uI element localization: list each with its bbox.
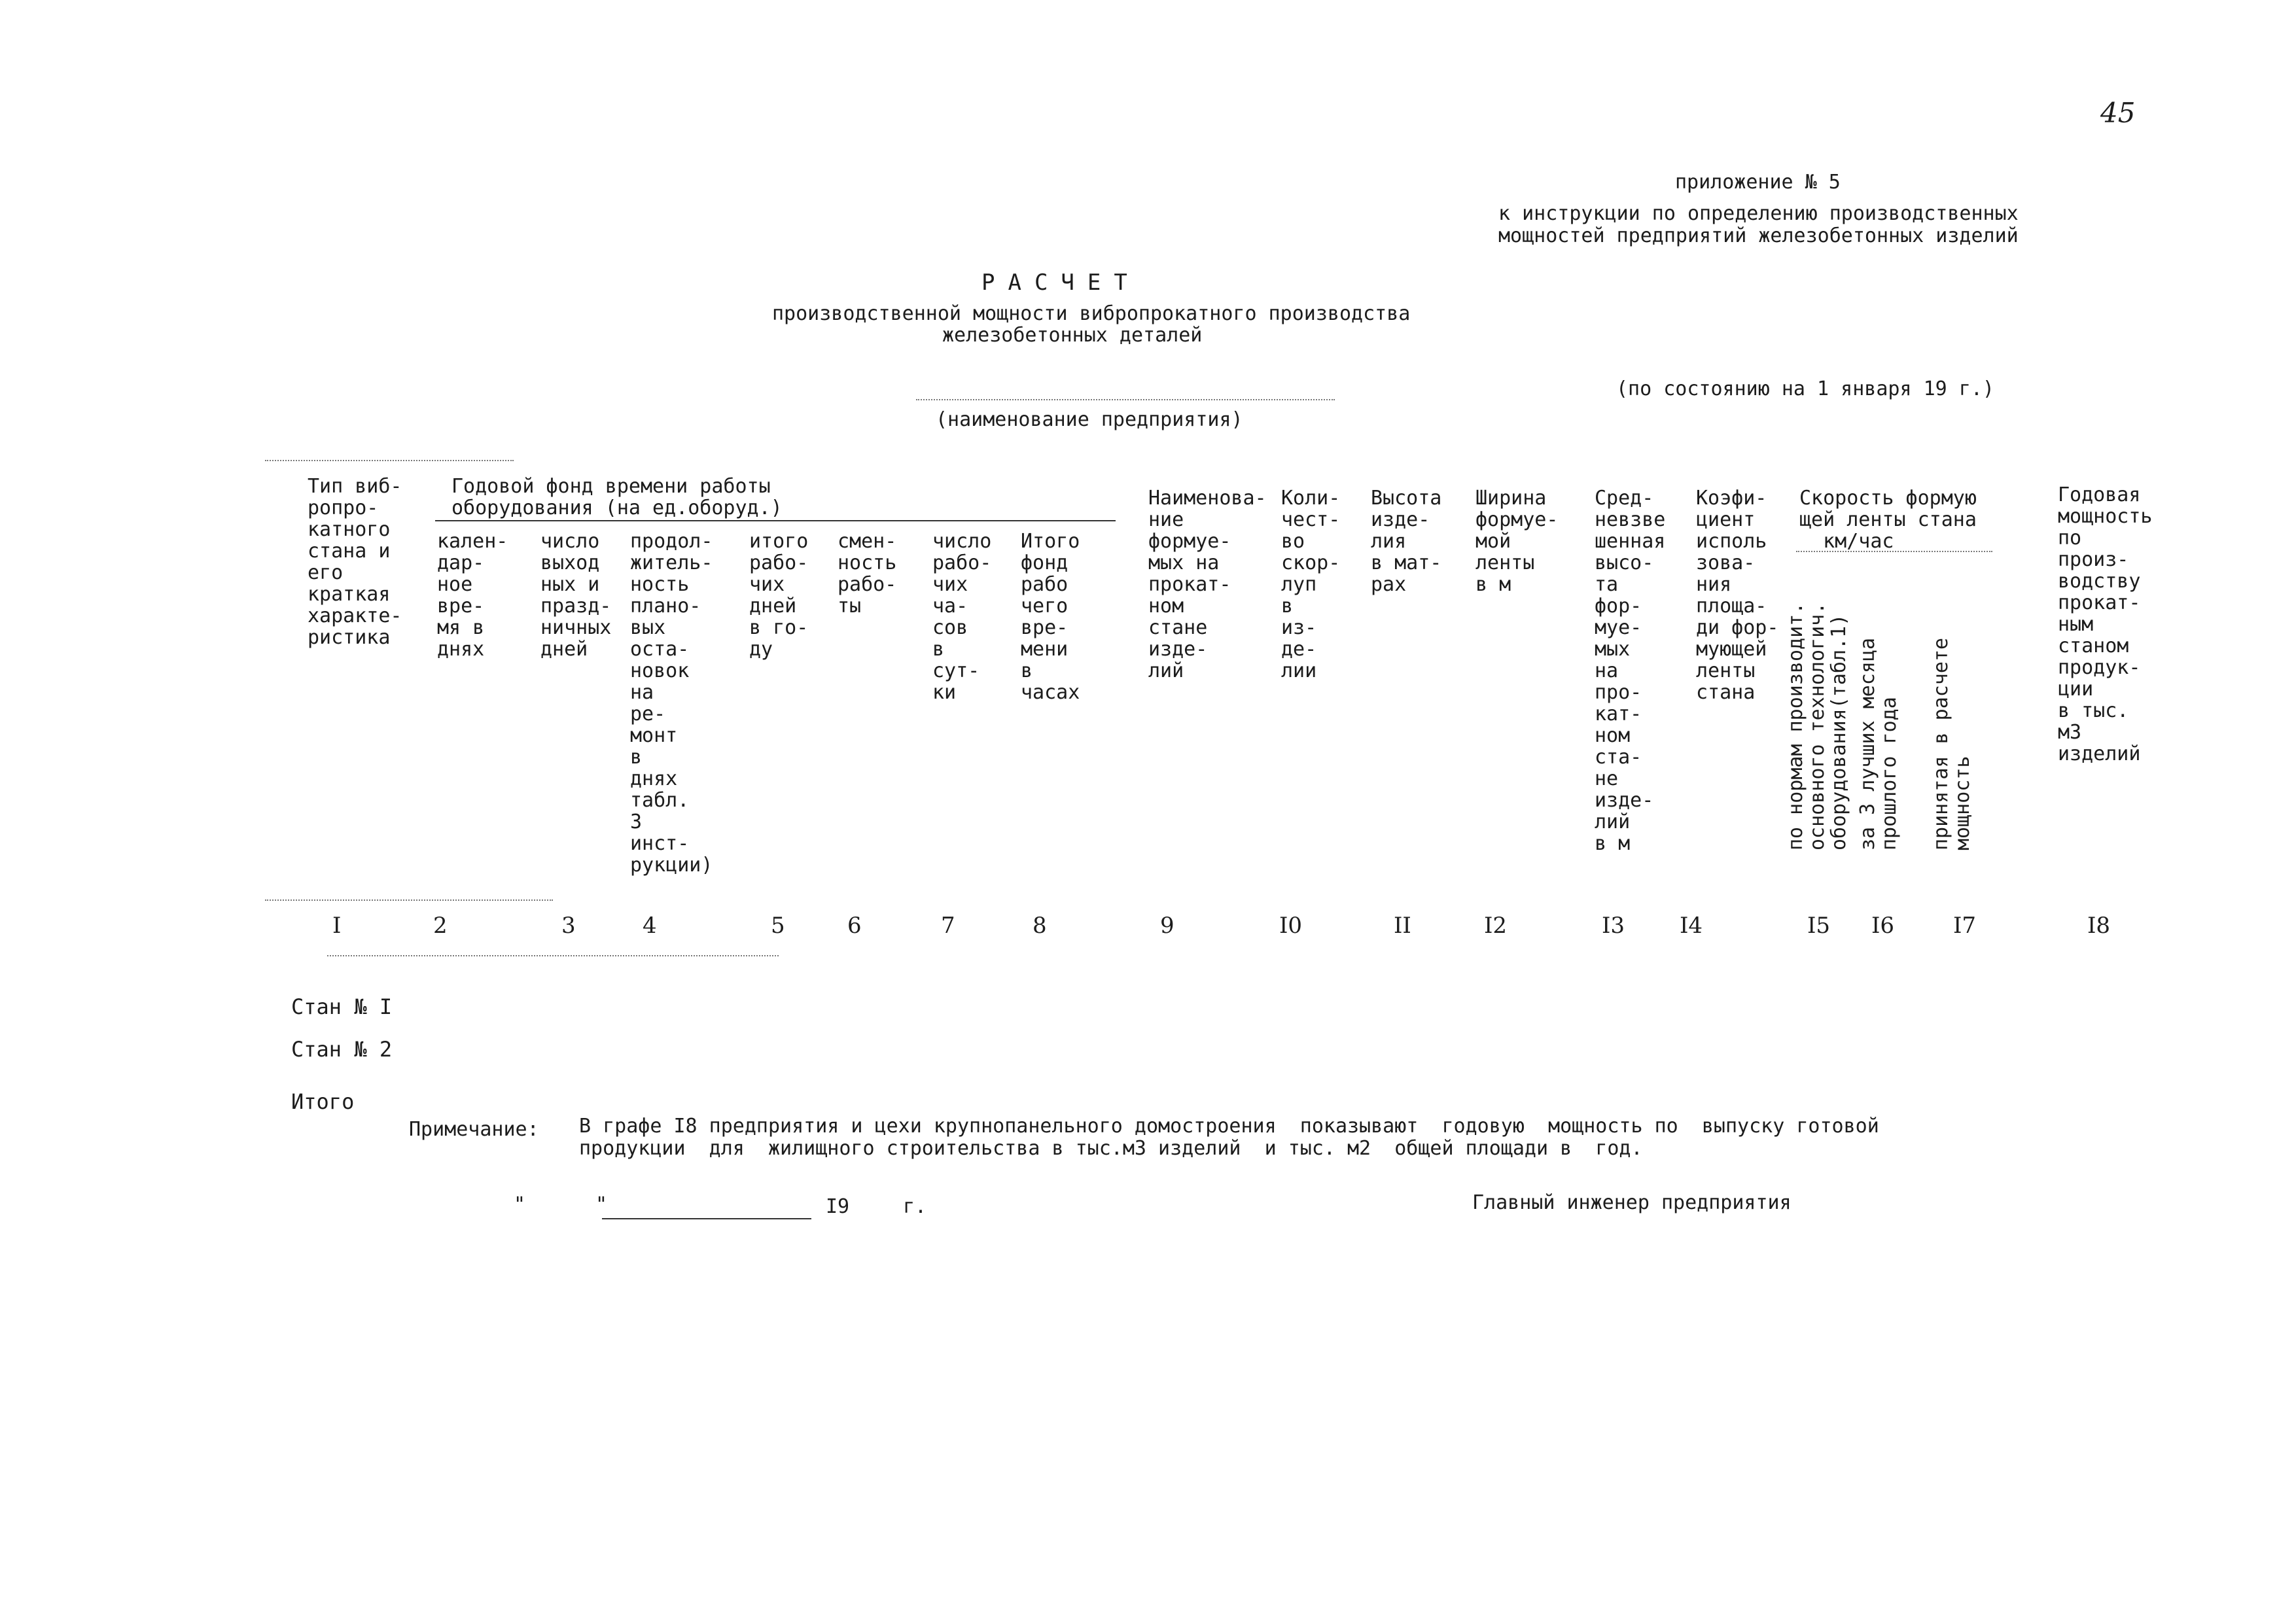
column-number-4: 4 [643, 913, 657, 939]
column-15-header: по нормам производит. основного технологич. оборудования(табл.1) [1784, 602, 1850, 850]
column-number-15: I5 [1807, 913, 1831, 939]
subtitle-line1: производственной мощности вибропрокатного производства [772, 302, 1411, 325]
note-label: Примечание: [409, 1118, 539, 1141]
document-title: РАСЧЕТ [981, 270, 1140, 296]
column-11-header: Высота изде- лия в мат- рах [1371, 487, 1442, 596]
column-number-13: I3 [1602, 913, 1625, 939]
column-number-1: I [332, 913, 342, 939]
annual-fund-group-underline [435, 520, 1116, 521]
numbers-bottom-rule [327, 955, 779, 956]
date-blank-line [602, 1218, 811, 1219]
row-label-total: Итого [291, 1089, 355, 1114]
date-quote-close: " [595, 1193, 608, 1216]
column-number-16: I6 [1871, 913, 1895, 939]
column-4-header: продол- житель- ность плано- вых оста- новок на ре- монт в днях табл. 3 инст- рукции) [630, 530, 713, 877]
column-2-header: кален- дар- ное вре- мя в днях [437, 530, 508, 661]
column-12-header: Ширина формуе- мой ленты в м [1475, 487, 1559, 596]
row-label-stan-1: Стан № I [291, 994, 393, 1019]
column-number-9: 9 [1160, 913, 1174, 939]
column-number-17: I7 [1953, 913, 1977, 939]
column-number-10: I0 [1279, 913, 1303, 939]
column-number-2: 2 [433, 913, 448, 939]
column-number-5: 5 [771, 913, 785, 939]
as-of-date: (по состоянию на 1 января 19 г.) [1616, 377, 1994, 400]
date-suffix: г. [903, 1195, 927, 1218]
appendix-line1: к инструкции по определению производственных [1498, 202, 2019, 225]
signature-label: Главный инженер предприятия [1472, 1191, 1792, 1214]
column-8-header: Итого фонд рабо чего вре- мени в часах [1021, 530, 1080, 704]
column-17-header: принятая в расчете мощность [1930, 637, 1974, 850]
column-1-header: Тип виб- ропро- катного стана и его краткая характе- ристика [308, 475, 402, 649]
enterprise-caption: (наименование предприятия) [936, 408, 1243, 431]
column-18-header: Годовая мощность по произ- водству прокат- ным станом продук- ции в тыс. м3 изделий [2058, 483, 2153, 765]
column-3-header: число выход ных и празд- ничных дней [540, 530, 612, 661]
column-5-header: итого рабо- чих дней в го- ду [749, 530, 809, 661]
column-number-7: 7 [941, 913, 955, 939]
date-quote-open: " [514, 1193, 526, 1216]
subtitle-line2: железобетонных деталей [942, 324, 1203, 347]
column-number-18: I8 [2087, 913, 2111, 939]
annual-fund-group-header: Годовой фонд времени работы оборудования (на ед.оборуд.) [451, 475, 783, 519]
column-number-6: 6 [847, 913, 862, 939]
note-line2: продукции для жилищного строительства в тыс.м3 изделий и тыс. м2 общей площади в год. [579, 1137, 1643, 1160]
speed-group-header: Скорость формую щей ленты стана км/час [1799, 487, 1977, 553]
date-year: I9 [826, 1195, 850, 1218]
header-bottom-rule [265, 899, 553, 901]
column-14-header: Коэфи- циент исполь зова- ния площа- ди фор- мующей ленты стана [1696, 487, 1779, 704]
column-6-header: смен- ность рабо- ты [838, 530, 897, 618]
row-label-stan-2: Стан № 2 [291, 1037, 393, 1062]
column-number-12: I2 [1484, 913, 1508, 939]
column-number-8: 8 [1033, 913, 1047, 939]
column-9-header: Наименова- ние формуе- мых на прокат- ном стане изде- лий [1148, 487, 1267, 682]
column-16-header: за 3 лучших месяца прошлого года [1856, 637, 1901, 850]
note-line1: В графе I8 предприятия и цехи крупнопанельного домостроения показывают годовую мощность по выпуску готовой [579, 1115, 1879, 1138]
column-10-header: Коли- чест- во скор- луп в из- де- лии [1281, 487, 1341, 682]
column-number-3: 3 [561, 913, 576, 939]
column-number-11: II [1394, 913, 1411, 939]
table-top-rule [265, 460, 514, 461]
speed-group-underline [1796, 551, 1992, 552]
appendix-label: приложение № 5 [1675, 171, 1841, 194]
column-7-header: число рабо- чих ча- сов в сут- ки [932, 530, 992, 704]
page-number: 45 [2100, 97, 2136, 129]
column-number-14: I4 [1680, 913, 1703, 939]
column-13-header: Сред- невзве шенная высо- та фор- муе- мых на про- кат- ном ста- не изде- лий в м [1595, 487, 1666, 855]
appendix-line2: мощностей предприятий железобетонных изделий [1498, 224, 2019, 247]
enterprise-blank-line [916, 399, 1335, 400]
